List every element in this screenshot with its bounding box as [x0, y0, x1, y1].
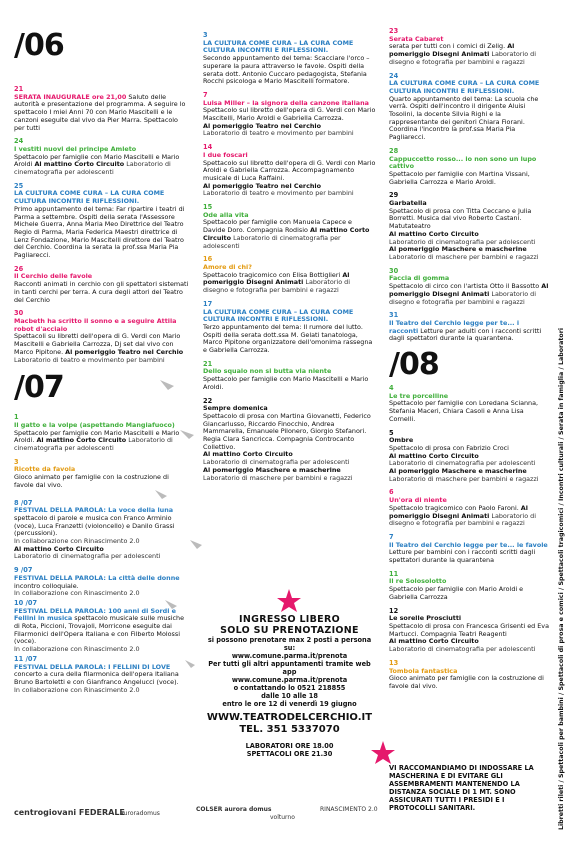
- column-june-july: [14, 0, 189, 700]
- event-item: 24 I vestiti nuovi del principe Amleto Spettacolo per famiglie con Mario Mascitelli e Mario Aroldi Al mattino Corto Circuito Laboratorio di cinematografia per adolescenti: [14, 137, 180, 177]
- logo-rinascimento: RINASCIMENTO 2.0: [320, 806, 378, 813]
- event-item: 23 Serata Cabaret serata per tutti con i comici di Zelig. Al pomeriggio Disegni Animati Laboratorio di disegno e fotografia per bambini e ragazzi: [389, 27, 536, 66]
- event-item: 11 Il re Solosolotto Spettacolo per famiglie con Mario Aroldi e Gabriella Carrozza: [389, 569, 524, 601]
- phone-number: TEL. 351 5337070: [239, 724, 340, 735]
- event-item: 24 LA CULTURA COME CURA – LA CURA COME CULTURA INCONTRI E RIFLESSIONI. Quarto appuntamento del tema: La scuola che verrà. Ospiti dell'incontro il dirigente Aluisi Tosolini, la docente Silvia Righi e la rappresentante dei genitori Chiara Fiorani. Coordina l'incontro la prof.ssa Maria Pia Pagliarecci.: [389, 71, 540, 142]
- event-item: 9 /07 FESTIVAL DELLA PAROLA: La città delle donne incontro colloquiale. In collaborazione con Rinascimento 2.0: [14, 566, 180, 598]
- event-item: 5 Ombre Spettacolo di prosa con Fabrizio Croci Al mattino Corto Circuito Laboratorio di cinematografia per adolescenti Al pomeriggio Maschere e mascherine Laboratorio di maschere per bambini e ragazzi: [389, 428, 539, 483]
- logo-auroradomus: auroradomus: [120, 810, 160, 817]
- month-header-june: /06: [14, 28, 64, 63]
- event-item: 15 Ode alla vita Spettacolo per famiglie con Manuela Capece e Davide Doro. Compagnia Rodisio Al mattino Corto Circuito Laboratorio di cinematografia per adolescenti: [203, 203, 370, 250]
- month-header-july: /07: [14, 370, 64, 406]
- booking-info: INGRESSO LIBERO SOLO SU PRENOTAZIONE si possono prenotare max 2 posti a persona su: www.comune.parma.it/prenota Per tutti gli altri appuntamenti tramite web app www.comune.parma.it/prenota o contattando lo 0521 218855 dalle 10 alle 18 entro le ore 12 di venerdì 19 giugno WWW.TEATRODELCERCHIO.IT TEL. 351 5337070 LABORATORI ORE 18.00 SPETTACOLI ORE 21.30: [203, 614, 376, 758]
- event-item: 6 Un'ora di niente Spettacolo tragicomico con Paolo Faroni. Al pomeriggio Disegni Animati Laboratorio di disegno e fotografia per bambini e ragazzi: [389, 488, 536, 528]
- logo-centrogiovani: centrogiovani FEDERALE: [14, 808, 125, 817]
- event-item: 21 Dello squalo non si butta via niente Spettacolo per famiglie con Mario Mascitelli e Mario Aroldi.: [203, 359, 369, 391]
- event-item: 11 /07 FESTIVAL DELLA PAROLA: I FELLINI DI LOVE concerto a cura della filarmonica dell'opera Italiana Bruno Bartoletti e con Gianfranco Angelucci (voce). In collaborazione con Rinascimento 2.0: [14, 654, 179, 694]
- event-item: 4 Le tre porcelline Spettacolo per famiglie con Loredana Scianna, Stefania Maceri, Chiara Casoli e Anna Lisa Cornelli.: [389, 384, 539, 423]
- star-icon: [370, 740, 396, 766]
- event-item: 3 LA CULTURA COME CURA – LA CURA COME CULTURA INCONTRI E RIFLESSIONI. Secondo appuntamento del tema: Scacciare l'orco – superare la paura attraverso le favole. Ospiti della serata dott. Antonio Cuccaro pedagogista, Stefania Rocchi psicologa e Mario Mascitelli formatore.: [203, 31, 370, 86]
- event-item: 12 Le sorelle Prosciutti Spettacolo di prosa con Francesca Grisenti ed Eva Martucci. Compagnia Teatri Reagenti Al mattino Corto Circuito Laboratorio di cinematografia per adolescenti: [389, 606, 549, 654]
- event-item: 22 Sempre domenica Spettacolo di prosa con Martina Giovanetti, Federico Giancarlusso, Riccardo Finocchio, Andrea Mammarella, Emanuele Pilonero, Giorgio Stefanori. Regia Clara Sancricca. Compagnia Controcanto Collettivo. Al mattino Corto Circuito Laboratorio di cinematografia per adolescenti Al pomeriggio Maschere e mascherine Laboratorio di maschere per bambini e ragazzi: [203, 396, 371, 482]
- booking-link[interactable]: www.comune.parma.it/prenota: [231, 652, 348, 660]
- event-item: 3 Ricotte da favola Gioco animato per famiglie con la costruzione di favole dal vivo.: [14, 457, 169, 489]
- event-item: 30 Faccia di gomma Spettacolo di circo con l'artista Otto il Bassotto Al pomeriggio Disegni Animati Laboratorio di disegno e fotografia per bambini e ragazzi: [389, 266, 549, 306]
- booking-link-2[interactable]: www.comune.parma.it/prenota: [231, 676, 348, 684]
- category-legend-text: Libretti rileti / Spettacoli per bambini / Spettacoli di prosa e comici / Spettacoli tragicomici / Incontri culturali / Serata in famiglia / Laboratori: [558, 327, 565, 830]
- website-link[interactable]: WWW.TEATRODELCERCHIO.IT: [206, 712, 373, 723]
- star-icon: [276, 588, 302, 614]
- event-item: 8 /07 FESTIVAL DELLA PAROLA: La voce della luna spettacolo di parole e musica con Franco Arminio (voce), Luca Franzetti (violoncello) e Danilo Grassi (percussioni). In collaborazione con Rinascimento 2.0 Al mattino Corto Circuito Laboratorio di cinematografia per adolescenti: [14, 498, 175, 561]
- event-item: 31 Il Teatro del Cerchio legge per te... i racconti Letture per adulti con i racconti scritti dagli spettatori durante la quarantena.: [389, 311, 542, 343]
- logo-volturno: volturno: [270, 814, 295, 821]
- event-item: 7 Luisa Miller – la signora della canzone italiana Spettacolo sul libretto dell'opera di G. Verdi con Mario Mascitelli, Mario Aroldi e Gabriella Carrozza. Al pomeriggio Teatro nel Cerchio Laboratorio di teatro e movimento per bambini: [203, 90, 376, 138]
- column-july-aug: [389, 0, 549, 697]
- event-item: 30 Macbeth ha scritto il sonno e a seguire Attila robot d'acciaio Spettacoli su libretti dell'opera di G. Verdi con Mario Mascitelli e Gabriella Carrozza, Dj set dal vivo con Marco Pipitone. Al pomeriggio Teatro nel Cerchio Laboratorio di teatro e movimento per bambini: [14, 309, 184, 364]
- month-header-august: /08: [389, 347, 439, 383]
- event-item: 26 Il Cerchio delle favole Racconti animati in cerchio con gli spettatori sistemati in tanti cerchi per terra. A cura degli attori del Teatro del Cerchio: [14, 264, 189, 304]
- event-item: 1 Il gatto e la volpe (aspettando Mangiafuoco) Spettacolo per famiglie con Mario Mascitelli e Mario Aroldi. Al mattino Corto Circuito Laboratorio di cinematografia per adolescenti: [14, 413, 180, 453]
- event-item: 14 I due foscari Spettacolo sul libretto dell'opera di G. Verdi con Mario Aroldi e Gabriella Carrozza. Accompagnamento musicale di Luca Raffaini. Al pomeriggio Teatro nel Cerchio Laboratorio di teatro e movimento per bambini: [203, 143, 376, 198]
- event-item: 29 Garbatella Spettacolo di prosa con Titta Ceccano e Julia Borretti. Musica dal vivo Roberto Castani. Matutateatro Al mattino Corto Circuito Laboratorio di cinematografia per adolescenti Al pomeriggio Maschere e mascherine Laboratorio di maschere per bambini e ragazzi: [389, 191, 539, 261]
- logo-colser: COLSER aurora domus: [196, 806, 272, 813]
- event-item: 17 LA CULTURA COME CURA – LA CURA COME CULTURA INCONTRI E RIFLESSIONI. Terzo appuntamento del tema: Il rumore del lutto. Ospiti della serata dott.ssa M. Gelati tanatologa, Marco Pipitone organizzatore dell'omonima rassegna e Gabriella Carrozza.: [203, 299, 373, 355]
- sponsor-logos: [0, 800, 380, 840]
- column-july-2: [203, 0, 376, 488]
- category-legend: [558, 0, 574, 844]
- event-item: 7 Il Teatro del Cerchio legge per te... le favole Letture per bambini con i racconti scritti dagli spettatori durante la quarantena: [389, 532, 548, 565]
- event-item: 25 LA CULTURA COME CURA – LA CURA COME CULTURA INCONTRI E RIFLESSIONI. Primo appuntamento del tema: Far ripartire i teatri di Parma a settembre. Ospiti della serata l'Assessore Michele Guerra, Anna Maria Meo Direttrice del Teatro Regio di Parma, Maria Federica Maestri direttrice di Lenz Fondazione, Mario Mascitelli direttore del Teatro del Cerchio. Coordina la serata la prof.ssa Maria Pia Pagliarecci.: [14, 181, 185, 260]
- event-item: 16 Amore di chi? Spettacolo tragicomico con Elisa Bottiglieri Al pomeriggio Disegni Animati Laboratorio di disegno e fotografia per bambini e ragazzi: [203, 255, 350, 295]
- event-item: 28 Cappuccetto rosso... io non sono un lupo cattivo Spettacolo per famiglie con Martina Vissani, Gabriella Carrozza e Mario Aroldi.: [389, 146, 537, 186]
- event-item: 10 /07 FESTIVAL DELLA PAROLA: 100 anni di Sordi e Fellini in musica spettacolo musicale sulle musiche di Rota, Piccioni, Trovajoli, Morricone eseguite dai Filarmonici dell'Opera Italiana e con Filberto Molossi (voce). In collaborazione con Rinascimento 2.0: [14, 598, 185, 654]
- safety-notice: VI RACCOMANDIAMO DI INDOSSARE LA MASCHERINA E DI EVITARE GLI ASSEMBRAMENTI MANTENENDO LA DISTANZA SOCIALE DI 1 MT. SONO ASSICURATI TUTTI I PRESIDI E I PROTOCOLLI SANITARI.: [389, 764, 534, 812]
- event-item: 21 SERATA INAUGURALE ore 21,00 Saluto delle autorità e presentazione del programma. A seguire lo spettacolo I miei Anni 70 con Mario Mascitelli e le canzoni eseguite dal vivo da Pier Marra. Spettacolo per tutti: [14, 85, 186, 132]
- event-item: 13 Tombola fantastica Gioco animato per famiglie con la costruzione di favole dal vivo.: [389, 658, 544, 690]
